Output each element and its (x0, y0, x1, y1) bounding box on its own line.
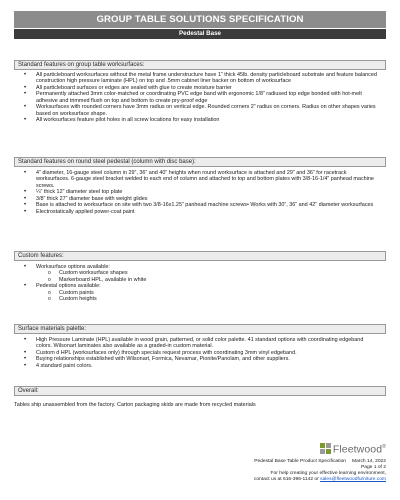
list-item: • Electrostatically applied power-coat paint (24, 209, 380, 215)
section-heading-surface-materials: Surface materials palette: (14, 324, 386, 334)
footer-email-link[interactable]: sales@fleetwoodfurniture.com (320, 477, 386, 482)
list-item: • Worksurfaces with rounded corners have 3mm radius on vertical edge. Rounded corners 2” radius on corners. Radius on other shapes varies based on worksurface shape. (24, 104, 380, 117)
registered-mark: ® (382, 443, 386, 450)
custom-features-list (24, 264, 380, 303)
list-item (24, 283, 380, 302)
section-heading-custom: Custom features: (14, 251, 386, 261)
footer-help-line: For help creating your effective learning environment, (270, 471, 386, 476)
section-heading-worksurfaces: Standard features on group table worksurfaces: (14, 60, 386, 70)
fleetwood-logo (320, 442, 386, 454)
list-item-text: Worksurface options available: (36, 264, 110, 270)
list-item: • All particleboard surfaces or edges are sealed with glue to create moisture barrier (24, 85, 380, 91)
list-item (24, 264, 380, 283)
footer-page-number: Page 1 of 2 (360, 465, 386, 470)
list-item: • 4” diameter, 16-gauge steel column in 29”, 36” and 40” heights when round worksurface is attached and 29” and 36” for racetrack worksurfaces. 6-gauge steel bracket welded to each end of column and attached to top and bottom plates with 3/8-16-1/4” panhead machine screws. (24, 170, 380, 189)
footer-date: March 14, 2022 (352, 459, 386, 464)
overall-text: Tables ship unassembled from the factory. Carton packaging skids are made from recycled materials (14, 402, 256, 408)
sub-list-item: o Custom paints (48, 290, 380, 296)
list-item: • ¼” thick 12” diameter steel top plate (24, 189, 380, 195)
section-heading-pedestal: Standard features on round steel pedestal (column with disc base): (14, 157, 386, 167)
footer-contact-line (146, 477, 386, 483)
section-heading-overall: Overall: (14, 386, 386, 396)
list-item: • Buying relationships established with Wilsonart, Formica, Nevamar, Pionite/Panolam, and other suppliers. (24, 356, 380, 362)
list-item: • 4 standard paint colors. (24, 363, 380, 369)
footer (146, 459, 386, 483)
brand-name: Fleetwood® (332, 443, 386, 456)
sub-list-item: o Markerboard HPL, available in white (48, 277, 380, 283)
list-item: • Base is attached to worksurface on site with two 3/8-16x1.25” panhead machine screws• Works with 30”, 36” and 42” diameter worksurfaces (24, 202, 380, 208)
list-item: • High Pressure Laminate (HPL) available in wood grain, patterned, or solid color palette. 41 standard options with coordinating edgeband colors. Wilsonart laminates also available as a graded-in custom material. (24, 337, 380, 350)
list-item: • All worksurfaces feature pilot holes in all screw locations for easy installation (24, 117, 380, 123)
fleetwood-logo-mark-icon (320, 443, 331, 454)
footer-contact-prefix: contact us at 616-396-1142 or (253, 477, 319, 482)
list-item: • All particleboard worksurfaces without the metal frame understructure have 1” thick 45lb. density particleboard substrate and feature balanced construction high pressure laminate (HPL) on top and .5mm cabinet liner backer on bottom of worksurface (24, 72, 380, 85)
sub-list (48, 270, 380, 283)
list-item: • 3/8” thick 27” diameter base with weight glides (24, 196, 380, 202)
document-subtitle: Pedestal Base (14, 29, 386, 39)
sub-list-item: o Custom worksurface shapes (48, 270, 380, 276)
document-title: GROUP TABLE SOLUTIONS SPECIFICATION (14, 11, 386, 28)
list-item: • Permanently attached 3mm color-matched or coordinating PVC edge band with ergonomic 1/8” radiused top edge bonded with hot-melt adhesive and trimmed flush on top and bottom to create pry-proof edge (24, 91, 380, 104)
worksurface-features-list (24, 72, 380, 124)
surface-materials-list (24, 337, 380, 369)
sub-list (48, 290, 380, 303)
list-item-text: Pedestal options available: (36, 283, 101, 290)
sub-list-item: o Custom heights (48, 296, 380, 302)
footer-spec-title: Pedestal Base Table Product Specification (254, 459, 347, 464)
list-item: • Custom d HPL (worksurfaces only) through specials request process with coordinating 3mm vinyl edgeband. (24, 350, 380, 356)
pedestal-features-list (24, 170, 380, 215)
